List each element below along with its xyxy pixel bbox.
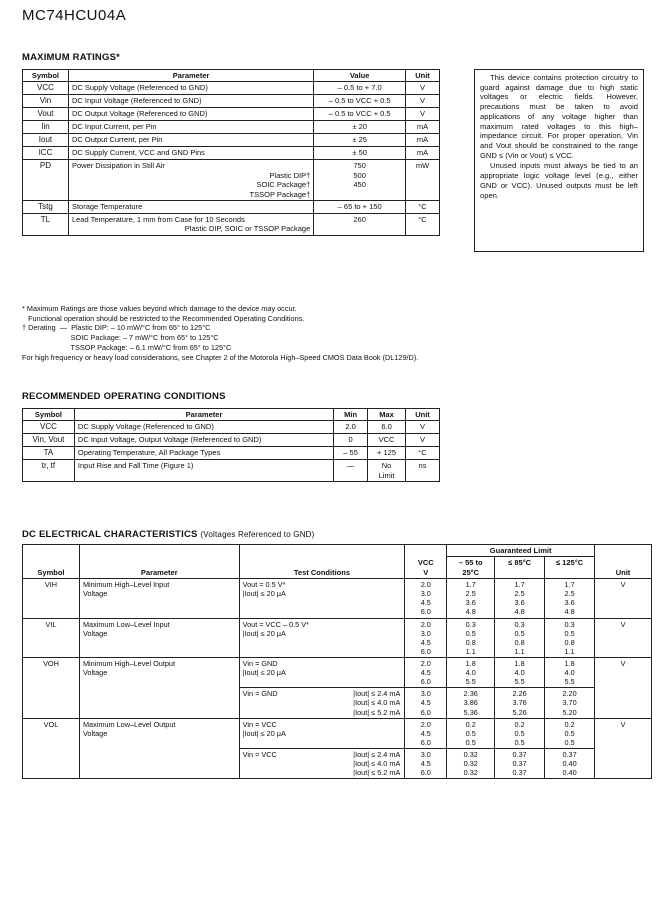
parameter-cell [68, 95, 313, 108]
parameter-text: Storage Temperature [71, 201, 143, 211]
limit-85-cell: 1.8 4.0 5.5 [495, 658, 545, 688]
symbol-cell: TA [23, 447, 75, 460]
unit-cell: mA [406, 147, 440, 160]
parameter-cell [68, 213, 313, 235]
conditions-cell [239, 658, 405, 688]
table-row [23, 134, 440, 147]
col-unit: Unit [406, 70, 440, 82]
parameter-cell: Maximum Low–Level Output Voltage [79, 718, 239, 779]
col-unit: Unit [595, 545, 652, 579]
parameter-cell [68, 134, 313, 147]
package-list: Plastic DIP, SOIC or TSSOP Package [184, 224, 311, 234]
min-cell: 0 [334, 434, 368, 447]
limit-125-cell: 0.2 0.5 0.5 [545, 718, 595, 748]
symbol-cell: Iin [23, 121, 69, 134]
value-cell: ± 25 [314, 134, 406, 147]
parameter-cell: Minimum High–Level Output Voltage [79, 658, 239, 719]
current-condition: |Iout| ≤ 2.4 mA |Iout| ≤ 4.0 mA |Iout| ≤ 5.2 mA [353, 749, 401, 778]
esd-note-p1: This device contains protection circuitry to guard against damage due to high static voltages or electric fields. However, precautions must be taken to avoid applications of any voltage higher than maximum rated voltages to this high–impedance circuit. For proper operation, Vin and Vout should be constrained to the range GND ≤ (Vin or Vout) ≤ VCC. [480, 73, 638, 160]
unit-cell: V [406, 82, 440, 95]
col-test-conditions: Test Conditions [239, 545, 405, 579]
unit-cell: mA [406, 121, 440, 134]
vcc-cell: 2.0 3.0 4.5 6.0 [405, 618, 447, 657]
unit-cell: °C [406, 200, 440, 213]
table-row [23, 213, 440, 235]
symbol-cell: VOL [23, 718, 80, 779]
current-condition: |Iout| ≤ 2.4 mA |Iout| ≤ 4.0 mA |Iout| ≤ 5.2 mA [353, 689, 401, 717]
parameter-text: DC Supply Voltage (Referenced to GND) [71, 83, 208, 93]
value-cell: – 0.5 to + 7.0 [314, 82, 406, 95]
parameter-cell [68, 82, 313, 95]
limit-85-cell: 2.26 3.76 5.26 [495, 688, 545, 718]
min-cell: — [334, 460, 368, 482]
conditions-cell [239, 718, 405, 748]
unit-cell: ns [406, 460, 440, 482]
col-temp-125: ≤ 125°C [545, 557, 595, 579]
table-row [23, 147, 440, 160]
table-row [23, 95, 440, 108]
limit-25-cell: 1.8 4.0 5.5 [447, 658, 495, 688]
table-row [23, 421, 440, 434]
table-row [23, 160, 440, 201]
value-cell: 260 [314, 213, 406, 235]
dc-subtitle: (Voltages Referenced to GND) [200, 530, 315, 539]
limit-125-cell: 0.37 0.40 0.40 [545, 748, 595, 778]
package-list: Plastic DIP† SOIC Package† TSSOP Package† [249, 170, 311, 199]
symbol-cell: TL [23, 213, 69, 235]
footnote-line: For high frequency or heavy load considerations, see Chapter 2 of the Motorola High–Speed CMOS Data Book (DL129/D). [22, 352, 419, 362]
value-cell: ± 50 [314, 147, 406, 160]
parameter-cell: Operating Temperature, All Package Types [74, 447, 333, 460]
conditions-cell [239, 748, 405, 778]
conditions-cell [239, 618, 405, 657]
col-temp-85: ≤ 85°C [495, 557, 545, 579]
col-temp-25: – 55 to 25°C [447, 557, 495, 579]
col-parameter: Parameter [74, 409, 333, 421]
value-cell: – 65 to + 150 [314, 200, 406, 213]
limit-85-cell: 0.37 0.37 0.37 [495, 748, 545, 778]
footnote-line: TSSOP Package: – 6.1 mW/°C from 65° to 125°C [22, 342, 232, 352]
limit-25-cell: 0.2 0.5 0.5 [447, 718, 495, 748]
parameter-cell [68, 200, 313, 213]
footnotes [22, 304, 652, 362]
max-cell: No Limit [368, 460, 406, 482]
parameter-text: DC Output Voltage (Referenced to GND) [71, 109, 208, 119]
esd-note-p2: Unused inputs must always be tied to an appropriate logic voltage level (e.g., either GND or VCC). Unused outputs must be left open. [480, 161, 638, 200]
limit-25-cell: 2.36 3.86 5.36 [447, 688, 495, 718]
condition-text: Vin = VCC |Iout| ≤ 20 μA [242, 719, 286, 738]
table-row [23, 121, 440, 134]
rec-op-table [22, 408, 440, 482]
symbol-cell: tr, tf [23, 460, 75, 482]
unit-cell: V [406, 108, 440, 121]
limit-125-cell: 0.3 0.5 0.8 1.1 [545, 618, 595, 657]
max-cell: 6.0 [368, 421, 406, 434]
parameter-text: DC Supply Current, VCC and GND Pins [71, 148, 205, 158]
parameter-cell: Minimum High–Level Input Voltage [79, 579, 239, 618]
unit-cell: V [406, 95, 440, 108]
conditions-cell [239, 579, 405, 618]
unit-cell: V [595, 718, 652, 779]
unit-cell: V [595, 579, 652, 618]
unit-cell: V [595, 658, 652, 719]
limit-85-cell: 1.7 2.5 3.6 4.8 [495, 579, 545, 618]
symbol-cell: Vout [23, 108, 69, 121]
limit-125-cell: 1.7 2.5 3.6 4.8 [545, 579, 595, 618]
min-cell: 2.0 [334, 421, 368, 434]
condition-text: Vin = GND [242, 689, 278, 699]
unit-cell: mA [406, 134, 440, 147]
condition-text: Vin = GND |Iout| ≤ 20 μA [242, 659, 286, 678]
symbol-cell: VIH [23, 579, 80, 618]
esd-note [474, 69, 644, 252]
parameter-text: Lead Temperature, 1 mm from Case for 10 Seconds [71, 214, 245, 224]
parameter-cell [68, 108, 313, 121]
limit-125-cell: 2.20 3.70 5.20 [545, 688, 595, 718]
max-cell: + 125 [368, 447, 406, 460]
footnote-line: Functional operation should be restricted to the Recommended Operating Conditions. [22, 313, 305, 323]
condition-text: Vin = VCC [242, 749, 277, 759]
table-row [23, 618, 652, 657]
vcc-cell: 2.0 3.0 4.5 6.0 [405, 579, 447, 618]
col-symbol: Symbol [23, 409, 75, 421]
unit-cell: °C [406, 213, 440, 235]
max-ratings-table [22, 69, 440, 236]
conditions-cell [239, 688, 405, 718]
min-cell: – 55 [334, 447, 368, 460]
parameter-cell [68, 147, 313, 160]
parameter-cell [68, 160, 313, 201]
col-parameter: Parameter [79, 545, 239, 579]
table-row [23, 579, 652, 618]
parameter-text: DC Output Current, per Pin [71, 135, 163, 145]
footnote-line: * Maximum Ratings are those values beyond which damage to the device may occur. [22, 304, 297, 313]
col-vcc: VCC V [405, 545, 447, 579]
max-cell: VCC [368, 434, 406, 447]
col-unit: Unit [406, 409, 440, 421]
value-cell: – 0.5 to VCC + 0.5 [314, 95, 406, 108]
unit-cell: mW [406, 160, 440, 201]
parameter-cell: DC Input Voltage, Output Voltage (Referenced to GND) [74, 434, 333, 447]
parameter-cell: Input Rise and Fall Time (Figure 1) [74, 460, 333, 482]
table-row [23, 82, 440, 95]
col-symbol: Symbol [23, 545, 80, 579]
limit-85-cell: 0.2 0.5 0.5 [495, 718, 545, 748]
condition-text: Vout = 0.5 V* |Iout| ≤ 20 μA [242, 580, 286, 599]
symbol-cell: VIL [23, 618, 80, 657]
parameter-text: DC Input Current, per Pin [71, 122, 157, 132]
symbol-cell: Iout [23, 134, 69, 147]
dc-table [22, 544, 652, 779]
limit-25-cell: 0.32 0.32 0.32 [447, 748, 495, 778]
limit-25-cell: 1.7 2.5 3.6 4.8 [447, 579, 495, 618]
col-min: Min [334, 409, 368, 421]
table-row [23, 460, 440, 482]
value-cell: – 0.5 to VCC + 0.5 [314, 108, 406, 121]
rec-op-title: RECOMMENDED OPERATING CONDITIONS [22, 391, 226, 402]
table-row [23, 108, 440, 121]
max-ratings-title: MAXIMUM RATINGS* [22, 52, 121, 63]
unit-cell: °C [406, 447, 440, 460]
symbol-cell: PD [23, 160, 69, 201]
dc-title-text: DC ELECTRICAL CHARACTERISTICS [22, 529, 198, 540]
vcc-cell: 3.0 4.5 6.0 [405, 748, 447, 778]
parameter-cell [68, 121, 313, 134]
col-value: Value [314, 70, 406, 82]
value-cell: ± 20 [314, 121, 406, 134]
unit-cell: V [595, 618, 652, 657]
limit-125-cell: 1.8 4.0 5.5 [545, 658, 595, 688]
col-symbol: Symbol [23, 70, 69, 82]
dc-title [22, 529, 315, 540]
parameter-text: Power Dissipation in Still Air [71, 161, 165, 171]
parameter-cell: Maximum Low–Level Input Voltage [79, 618, 239, 657]
col-guaranteed-limit: Guaranteed Limit [447, 545, 595, 557]
parameter-cell: DC Supply Voltage (Referenced to GND) [74, 421, 333, 434]
limit-25-cell: 0.3 0.5 0.8 1.1 [447, 618, 495, 657]
table-row [23, 658, 652, 688]
condition-text: Vout = VCC – 0.5 V* |Iout| ≤ 20 μA [242, 619, 309, 638]
unit-cell: V [406, 421, 440, 434]
symbol-cell: Tstg [23, 200, 69, 213]
table-row [23, 447, 440, 460]
symbol-cell: Vin, Vout [23, 434, 75, 447]
symbol-cell: ICC [23, 147, 69, 160]
symbol-cell: Vin [23, 95, 69, 108]
parameter-text: DC Input Voltage (Referenced to GND) [71, 96, 202, 106]
value-cell: 750 500 450 [314, 160, 406, 201]
table-row [23, 718, 652, 748]
symbol-cell: VCC [23, 82, 69, 95]
table-row [23, 200, 440, 213]
limit-85-cell: 0.3 0.5 0.8 1.1 [495, 618, 545, 657]
table-row [23, 434, 440, 447]
col-parameter: Parameter [68, 70, 313, 82]
part-number: MC74HCU04A [22, 7, 127, 24]
vcc-cell: 2.0 4.5 6.0 [405, 718, 447, 748]
symbol-cell: VOH [23, 658, 80, 719]
symbol-cell: VCC [23, 421, 75, 434]
vcc-cell: 3.0 4.5 6.0 [405, 688, 447, 718]
col-max: Max [368, 409, 406, 421]
vcc-cell: 2.0 4.5 6.0 [405, 658, 447, 688]
footnote-line: † Derating — Plastic DIP: – 10 mW/°C from 65° to 125°C [22, 323, 211, 333]
footnote-line: SOIC Package: – 7 mW/°C from 65° to 125°C [22, 333, 219, 343]
unit-cell: V [406, 434, 440, 447]
